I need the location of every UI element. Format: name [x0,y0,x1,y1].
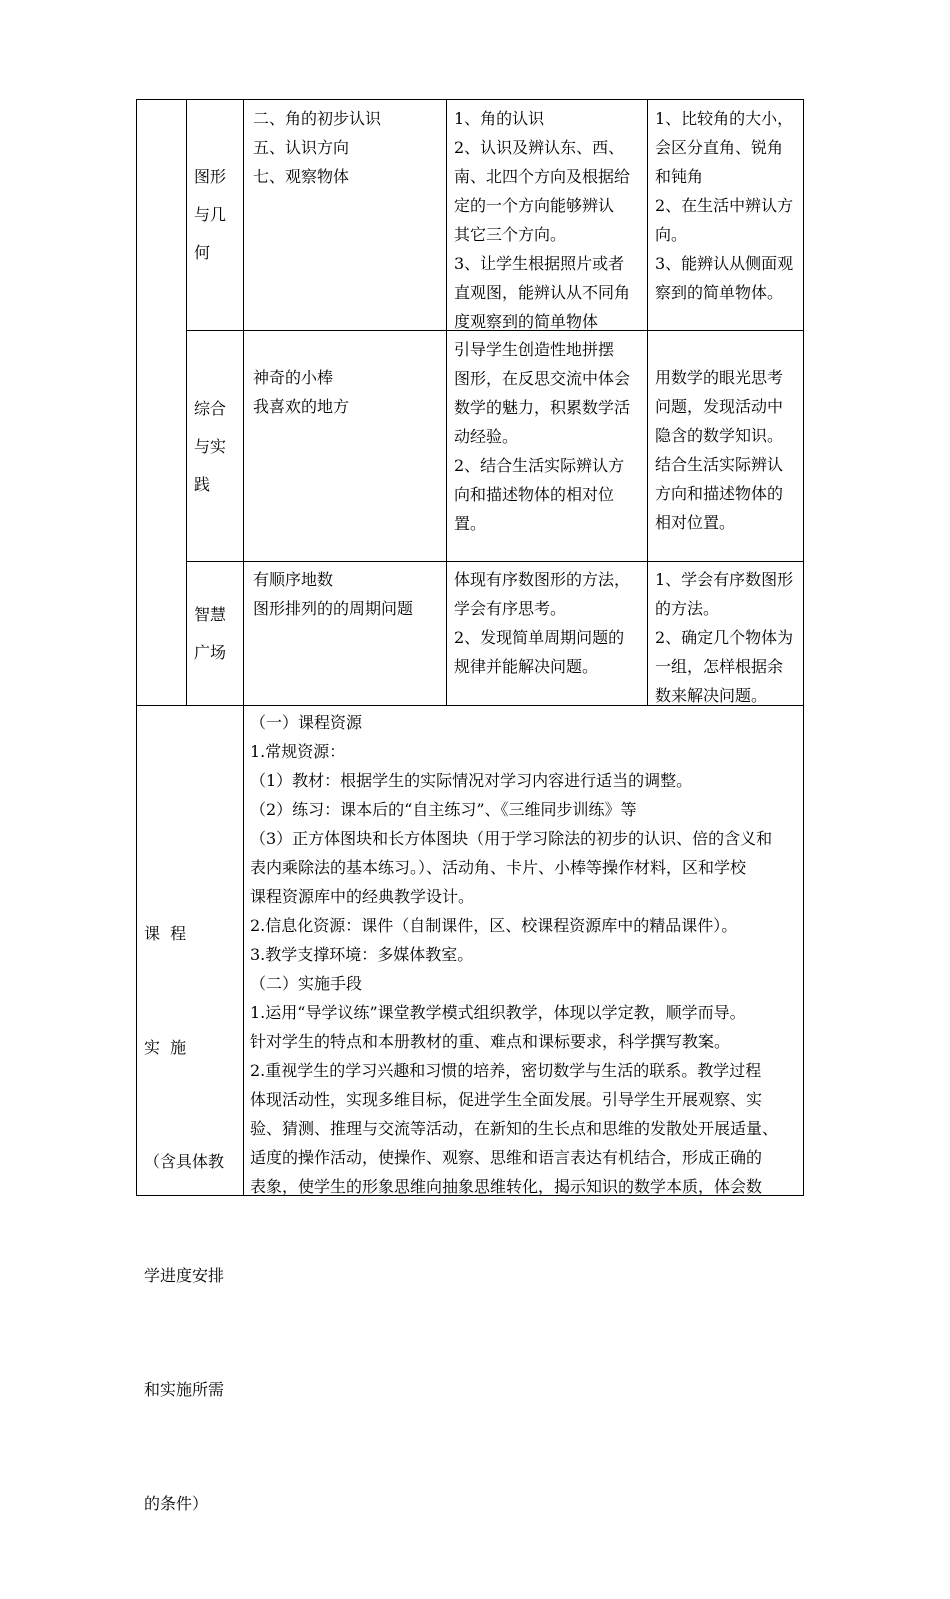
col-divider-4 [647,99,648,705]
row3-category: 智慧 广场 [194,605,227,662]
row1-goals: 1、比较角的大小， 会区分直角、锐角 和钝角 2、在生活中辨认方 向。 3、能辨认从侧面观 察到的简单物体。 [655,109,794,302]
table-border-right [803,99,804,1196]
row3-goals: 1、学会有序数图形 的方法。 2、确定几个物体为 一组，怎样根据余 数来解决问题。 [655,570,794,705]
row1-content: 二、角的初步认识 五、认识方向 七、观察物体 [253,109,382,186]
table-border-left [136,99,137,1196]
row3-content: 有顺序地数 图形排列的的周期问题 [253,570,414,618]
row2-content: 神奇的小棒 我喜欢的地方 [253,368,350,416]
col-divider-3 [446,99,447,705]
row2-goals: 用数学的眼光思考 问题，发现活动中 隐含的数学知识。 结合生活实际辨认 方向和描述物体的 相对位置。 [655,368,784,532]
implementation-label: 课 程 实 施 （含具体教 学进度安排 和实施所需 的条件） [144,924,225,1513]
col-divider-1 [186,99,187,705]
row3-targets: 体现有序数图形的方法， 学会有序思考。 2、发现简单周期问题的 规律并能解决问题。 [454,570,631,676]
row-divider-2 [186,561,804,562]
row2-targets: 引导学生创造性地拼摆 图形，在反思交流中体会 数学的魅力，积累数学活 动经验。 2、结合生活实际辨认方 向和描述物体的相对位 置。 [454,340,631,533]
table-border-top [136,99,804,100]
curriculum-table [136,99,804,1513]
implementation-body: （一）课程资源 1.常规资源： （1）教材：根据学生的实际情况对学习内容进行适当的调整。 （2）练习：课本后的“自主练习”、《三维同步训练》等 （3）正方体图块和长方体图块（用于学习除法的初步的认识、倍的含义和 表内乘除法的基本练习。）、活动角、卡片、小棒等操作材料，区和学校 课程资源库中的经典教学设计。 2.信息化资源：课件（自制课件，区、校课程资源库中的精品课件）。 3.教学支撑环境：多媒体教室。 （二）实施手段 1.运用“导学议练”课堂教学模式组织教学，体现以学定教，顺学而导。 针对学生的特点和本册教材的重、难点和课标要求，科学撰写教案。 2.重视学生的学习兴趣和习惯的培养，密切数学与生活的联系。教学过程 体现活动性，实现多维目标，促进学生全面发展。引导学生开展观察、实 验、猜测、推理与交流等活动，在新知的生长点和思维的发散处开展适量、 适度的操作活动，使操作、观察、思维和语言表达有机结合，形成正确的 表象，使学生的形象思维向抽象思维转化，揭示知识的数学本质，体会数 [250,713,779,1196]
row1-category: 图形 与几 何 [194,167,227,262]
row2-category: 综合 与实 践 [194,399,227,494]
col-divider-2 [243,99,244,1196]
row1-targets: 1、角的认识 2、认识及辨认东、西、 南、北四个方向及根据给 定的一个方向能够辨认 其它三个方向。 3、让学生根据照片或者 直观图，能辨认从不同角 度观察到的简单物体 [454,109,631,331]
